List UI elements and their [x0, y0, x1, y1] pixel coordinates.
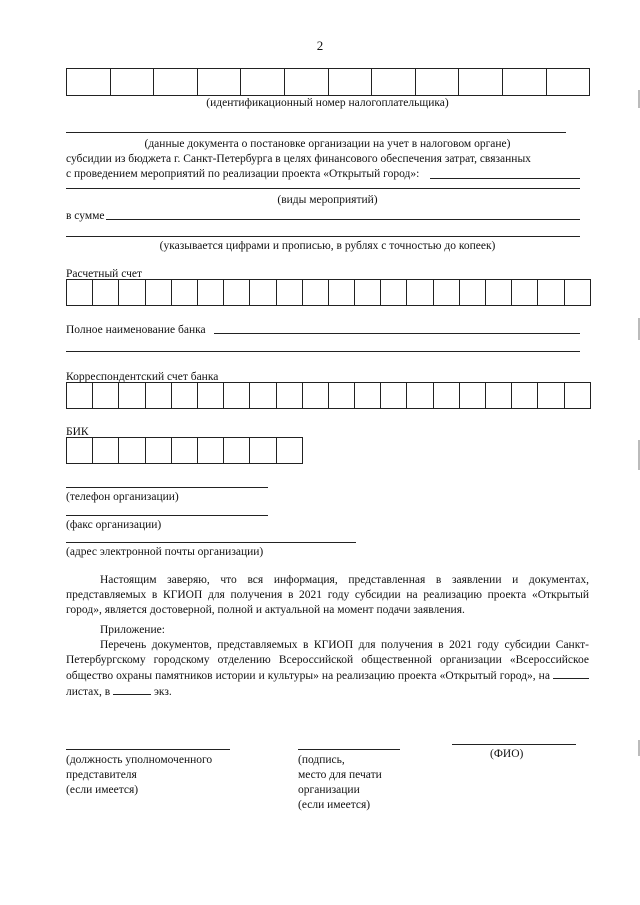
inn-cell[interactable]: [372, 68, 416, 96]
settlement-account-cell[interactable]: [381, 279, 407, 306]
email-field[interactable]: [66, 542, 356, 543]
settlement-account-cell[interactable]: [538, 279, 564, 306]
inn-cell[interactable]: [503, 68, 547, 96]
bank-name-field-2[interactable]: [66, 351, 580, 352]
corr-account-cell[interactable]: [198, 382, 224, 409]
corr-account-cell[interactable]: [460, 382, 486, 409]
inn-cells: [66, 68, 590, 96]
events-field[interactable]: [66, 188, 580, 189]
inn-cell[interactable]: [416, 68, 460, 96]
bik-cell[interactable]: [146, 437, 172, 464]
inn-cell[interactable]: [547, 68, 591, 96]
corr-account-cell[interactable]: [565, 382, 591, 409]
inn-cell[interactable]: [459, 68, 503, 96]
corr-account-cell[interactable]: [146, 382, 172, 409]
amount-prefix: в сумме: [66, 210, 105, 222]
tax-doc-label: (данные документа о постановке организации на учет в налоговом органе): [144, 138, 511, 150]
inn-cell[interactable]: [329, 68, 373, 96]
copies-count-field[interactable]: [113, 684, 151, 695]
corr-account-cell[interactable]: [512, 382, 538, 409]
settlement-account-cell[interactable]: [146, 279, 172, 306]
settlement-account-cells: [66, 279, 591, 306]
corr-account-cell[interactable]: [67, 382, 93, 409]
settlement-account-cell[interactable]: [512, 279, 538, 306]
position-caption-line-2: представителя: [66, 769, 137, 781]
bik-cells: [66, 437, 303, 464]
bank-name-label: Полное наименование банка: [66, 324, 206, 336]
subsidy-project-field[interactable]: [430, 178, 580, 179]
appendix-tail-2: листах, в: [66, 686, 111, 698]
sheets-count-field[interactable]: [553, 668, 589, 679]
inn-cell[interactable]: [241, 68, 285, 96]
settlement-account-cell[interactable]: [407, 279, 433, 306]
settlement-account-cell[interactable]: [119, 279, 145, 306]
corr-account-cell[interactable]: [538, 382, 564, 409]
corr-account-cell[interactable]: [119, 382, 145, 409]
amount-field[interactable]: [106, 219, 580, 220]
phone-label: (телефон организации): [66, 491, 179, 503]
signature-caption-line-2: место для печати: [298, 769, 382, 781]
signature-caption: [298, 753, 382, 813]
signature-caption-line-4: (если имеется): [298, 799, 371, 811]
corr-account-cell[interactable]: [250, 382, 276, 409]
signature-caption-line-3: организации: [298, 784, 360, 796]
bik-cell[interactable]: [224, 437, 250, 464]
assurance-paragraph: Настоящим заверяю, что вся информация, представленная в заявлении и документах, представляемых в КГИОП для получения в 2021 году субсидии на реализацию проекта «Открытый город», является достоверной, полной и актуальной на момент подачи заявления.: [66, 574, 589, 616]
settlement-account-cell[interactable]: [434, 279, 460, 306]
settlement-account-label: Расчетный счет: [66, 268, 142, 280]
corr-account-cell[interactable]: [329, 382, 355, 409]
settlement-account-cell[interactable]: [486, 279, 512, 306]
events-label: (виды мероприятий): [277, 194, 378, 206]
bik-cell[interactable]: [198, 437, 224, 464]
appendix-title: Приложение:: [100, 624, 165, 636]
bik-cell[interactable]: [250, 437, 276, 464]
corr-account-cell[interactable]: [355, 382, 381, 409]
settlement-account-cell[interactable]: [329, 279, 355, 306]
corr-account-cell[interactable]: [172, 382, 198, 409]
settlement-account-cell[interactable]: [277, 279, 303, 306]
position-caption: [66, 753, 212, 798]
bik-label: БИК: [66, 426, 89, 438]
settlement-account-cell[interactable]: [198, 279, 224, 306]
settlement-account-cell[interactable]: [67, 279, 93, 306]
bik-cell[interactable]: [67, 437, 93, 464]
page-number: 2: [316, 38, 324, 53]
settlement-account-cell[interactable]: [250, 279, 276, 306]
inn-cell[interactable]: [111, 68, 155, 96]
corr-account-cells: [66, 382, 591, 409]
tax-doc-field[interactable]: [66, 132, 566, 133]
position-caption-line-3: (если имеется): [66, 784, 139, 796]
inn-cell[interactable]: [154, 68, 198, 96]
corr-account-cell[interactable]: [303, 382, 329, 409]
settlement-account-cell[interactable]: [93, 279, 119, 306]
settlement-account-cell[interactable]: [565, 279, 591, 306]
fax-field[interactable]: [66, 515, 268, 516]
fio-field[interactable]: [452, 744, 576, 745]
settlement-account-cell[interactable]: [355, 279, 381, 306]
corr-account-label: Корреспондентский счет банка: [66, 371, 219, 383]
corr-account-cell[interactable]: [93, 382, 119, 409]
inn-cell[interactable]: [67, 68, 111, 96]
settlement-account-cell[interactable]: [172, 279, 198, 306]
corr-account-cell[interactable]: [277, 382, 303, 409]
corr-account-cell[interactable]: [434, 382, 460, 409]
position-caption-line-1: (должность уполномоченного: [66, 754, 213, 766]
inn-cell[interactable]: [198, 68, 242, 96]
bik-cell[interactable]: [93, 437, 119, 464]
corr-account-cell[interactable]: [224, 382, 250, 409]
corr-account-cell[interactable]: [486, 382, 512, 409]
inn-label: (идентификационный номер налогоплательщика): [206, 97, 449, 109]
amount-field-2[interactable]: [66, 236, 580, 237]
signature-caption-line-1: (подпись,: [298, 754, 345, 766]
inn-cell[interactable]: [285, 68, 329, 96]
corr-account-cell[interactable]: [381, 382, 407, 409]
bank-name-field[interactable]: [214, 333, 580, 334]
fax-label: (факс организации): [66, 519, 162, 531]
amount-label: (указывается цифрами и прописью, в рублях с точностью до копеек): [159, 240, 496, 252]
appendix-tail-3: экз.: [153, 686, 172, 698]
phone-field[interactable]: [66, 487, 268, 488]
settlement-account-cell[interactable]: [460, 279, 486, 306]
appendix-tail-1: «Открытый город», на: [439, 670, 550, 682]
corr-account-cell[interactable]: [407, 382, 433, 409]
position-field[interactable]: [66, 749, 230, 750]
bik-cell[interactable]: [119, 437, 145, 464]
appendix-text-main: Перечень документов, представляемых в КГИОП для получения в 2021 году субсидии Санкт-Петербургскому городскому отделению Всероссийской общественной организации «Всероссийское общество охраны памятников истории и культуры» на реализацию проекта: [66, 639, 589, 682]
appendix-paragraph: [66, 638, 589, 700]
bik-cell[interactable]: [172, 437, 198, 464]
settlement-account-cell[interactable]: [303, 279, 329, 306]
email-label: (адрес электронной почты организации): [66, 546, 264, 558]
subsidy-line-1: субсидии из бюджета г. Санкт-Петербурга в целях финансового обеспечения затрат, связанных: [66, 153, 531, 165]
fio-caption: (ФИО): [490, 748, 524, 760]
bik-cell[interactable]: [277, 437, 303, 464]
signature-field[interactable]: [298, 749, 400, 750]
settlement-account-cell[interactable]: [224, 279, 250, 306]
subsidy-line-2: с проведением мероприятий по реализации проекта «Открытый город»:: [66, 168, 420, 180]
